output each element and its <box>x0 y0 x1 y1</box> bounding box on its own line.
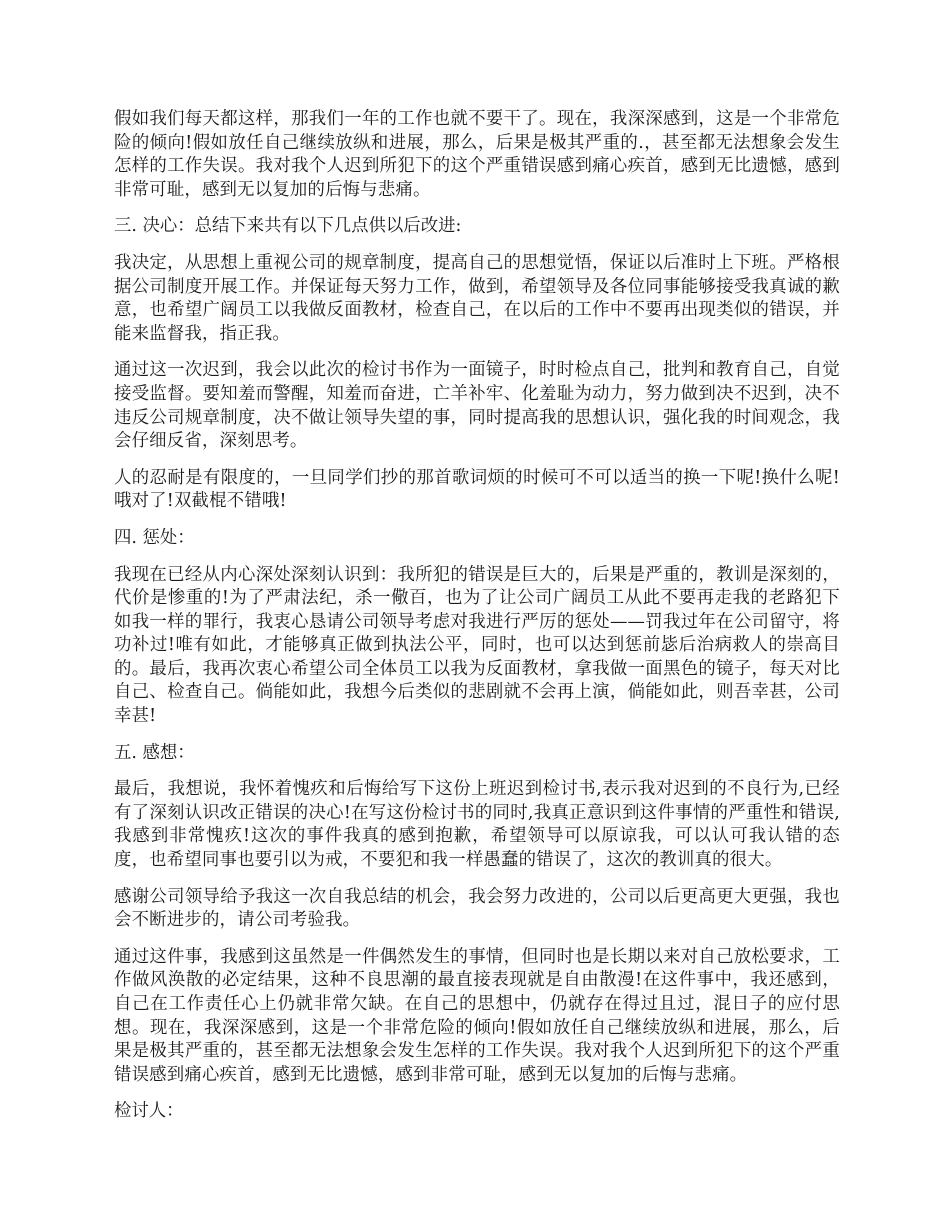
paragraph-resolve-2: 通过这一次迟到，我会以此次的检讨书作为一面镜子，时时检点自己，批判和教育自己，自觉接受监督。要知羞而警醒，知羞而奋进，亡羊补牢、化羞耻为动力，努力做到决不迟到，决不违反公司规章制度，决不做让领导失望的事，同时提高我的思想认识，强化我的时间观念，我会仔细反省，深刻思考。 <box>114 360 840 452</box>
paragraph-intro: 假如我们每天都这样，那我们一年的工作也就不要干了。现在，我深深感到，这是一个非常危险的倾向!假如放任自己继续放纵和进展，那么，后果是极其严重的.，甚至都无法想象会发生怎样的工作失误。我对我个人迟到所犯下的这个严重错误感到痛心疾首，感到无比遗憾，感到非常可耻，感到无以复加的后悔与悲痛。 <box>114 109 840 200</box>
section-heading-reflection: 五. 感想： <box>114 742 195 763</box>
paragraph-resolve-1: 我决定，从思想上重视公司的规章制度，提高自己的思想觉悟，保证以后准时上下班。严格根据公司制度开展工作。并保证每天努力工作，做到，希望领导及各位同事能够接受我真诚的歉意，也希望广阔员工以我做反面教材，检查自己，在以后的工作中不要再出现类似的错误，并能来监督我，指正我。 <box>114 252 840 344</box>
paragraph-aside: 人的忍耐是有限度的，一旦同学们抄的那首歌词烦的时候可不可以适当的换一下呢!换什么呢!哦对了!双截棍不错哦! <box>114 467 840 512</box>
section-heading-punishment: 四. 惩处： <box>114 527 195 548</box>
paragraph-reflection-3: 通过这件事，我感到这虽然是一件偶然发生的事情，但同时也是长期以来对自己放松要求，工作做风涣散的必定结果，这种不良思潮的最直接表现就是自由散漫!在这件事中，我还感到，自己在工作责任心上仍就非常欠缺。在自己的思想中，仍就存在得过且过，混日子的应付思想。现在，我深深感到，这是一个非常危险的倾向!假如放任自己继续放纵和进展，那么，后果是极其严重的，甚至都无法想象会发生怎样的工作失误。我对我个人迟到所犯下的这个严重错误感到痛心疾首，感到无比遗憾，感到非常可耻，感到无以复加的后悔与悲痛。 <box>114 946 840 1085</box>
paragraph-reflection-1: 最后，我想说，我怀着愧疚和后悔给写下这份上班迟到检讨书,表示我对迟到的不良行为,已经有了深刻认识改正错误的决心!在写这份检讨书的同时,我真正意识到这件事情的严重性和错误,我感到非常愧疚!这次的事件我真的感到抱歉，希望领导可以原谅我，可以认可我认错的态度，也希望同事也要引以为戒，不要犯和我一样愚蠢的错误了，这次的教训真的很大。 <box>114 779 840 871</box>
document-body <box>114 108 840 1137</box>
paragraph-reflection-2: 感谢公司领导给予我这一次自我总结的机会，我会努力改进的，公司以后更高更大更强，我也会不断进步的，请公司考验我。 <box>114 886 840 931</box>
section-heading-resolve: 三. 决心：总结下来共有以下几点供以后改进: <box>114 216 462 237</box>
paragraph-punishment: 我现在已经从内心深处深刻认识到：我所犯的错误是巨大的，后果是严重的，教训是深刻的，代价是惨重的!为了严肃法纪，杀一儆百，也为了让公司广阔员工从此不要再走我的老路犯下如我一样的罪行，我衷心恳请公司领导考虑对我进行严厉的惩处——罚我过年在公司留守，将功补过!唯有如此，才能够真正做到执法公平，同时，也可以达到惩前毖后治病救人的崇高目的。最后，我再次衷心希望公司全体员工以我为反面教材，拿我做一面黑色的镜子，每天对比自己、检查自己。倘能如此，我想今后类似的悲剧就不会再上演，倘能如此，则吾幸甚，公司幸甚! <box>114 564 840 727</box>
signature-label: 检讨人： <box>114 1101 184 1122</box>
